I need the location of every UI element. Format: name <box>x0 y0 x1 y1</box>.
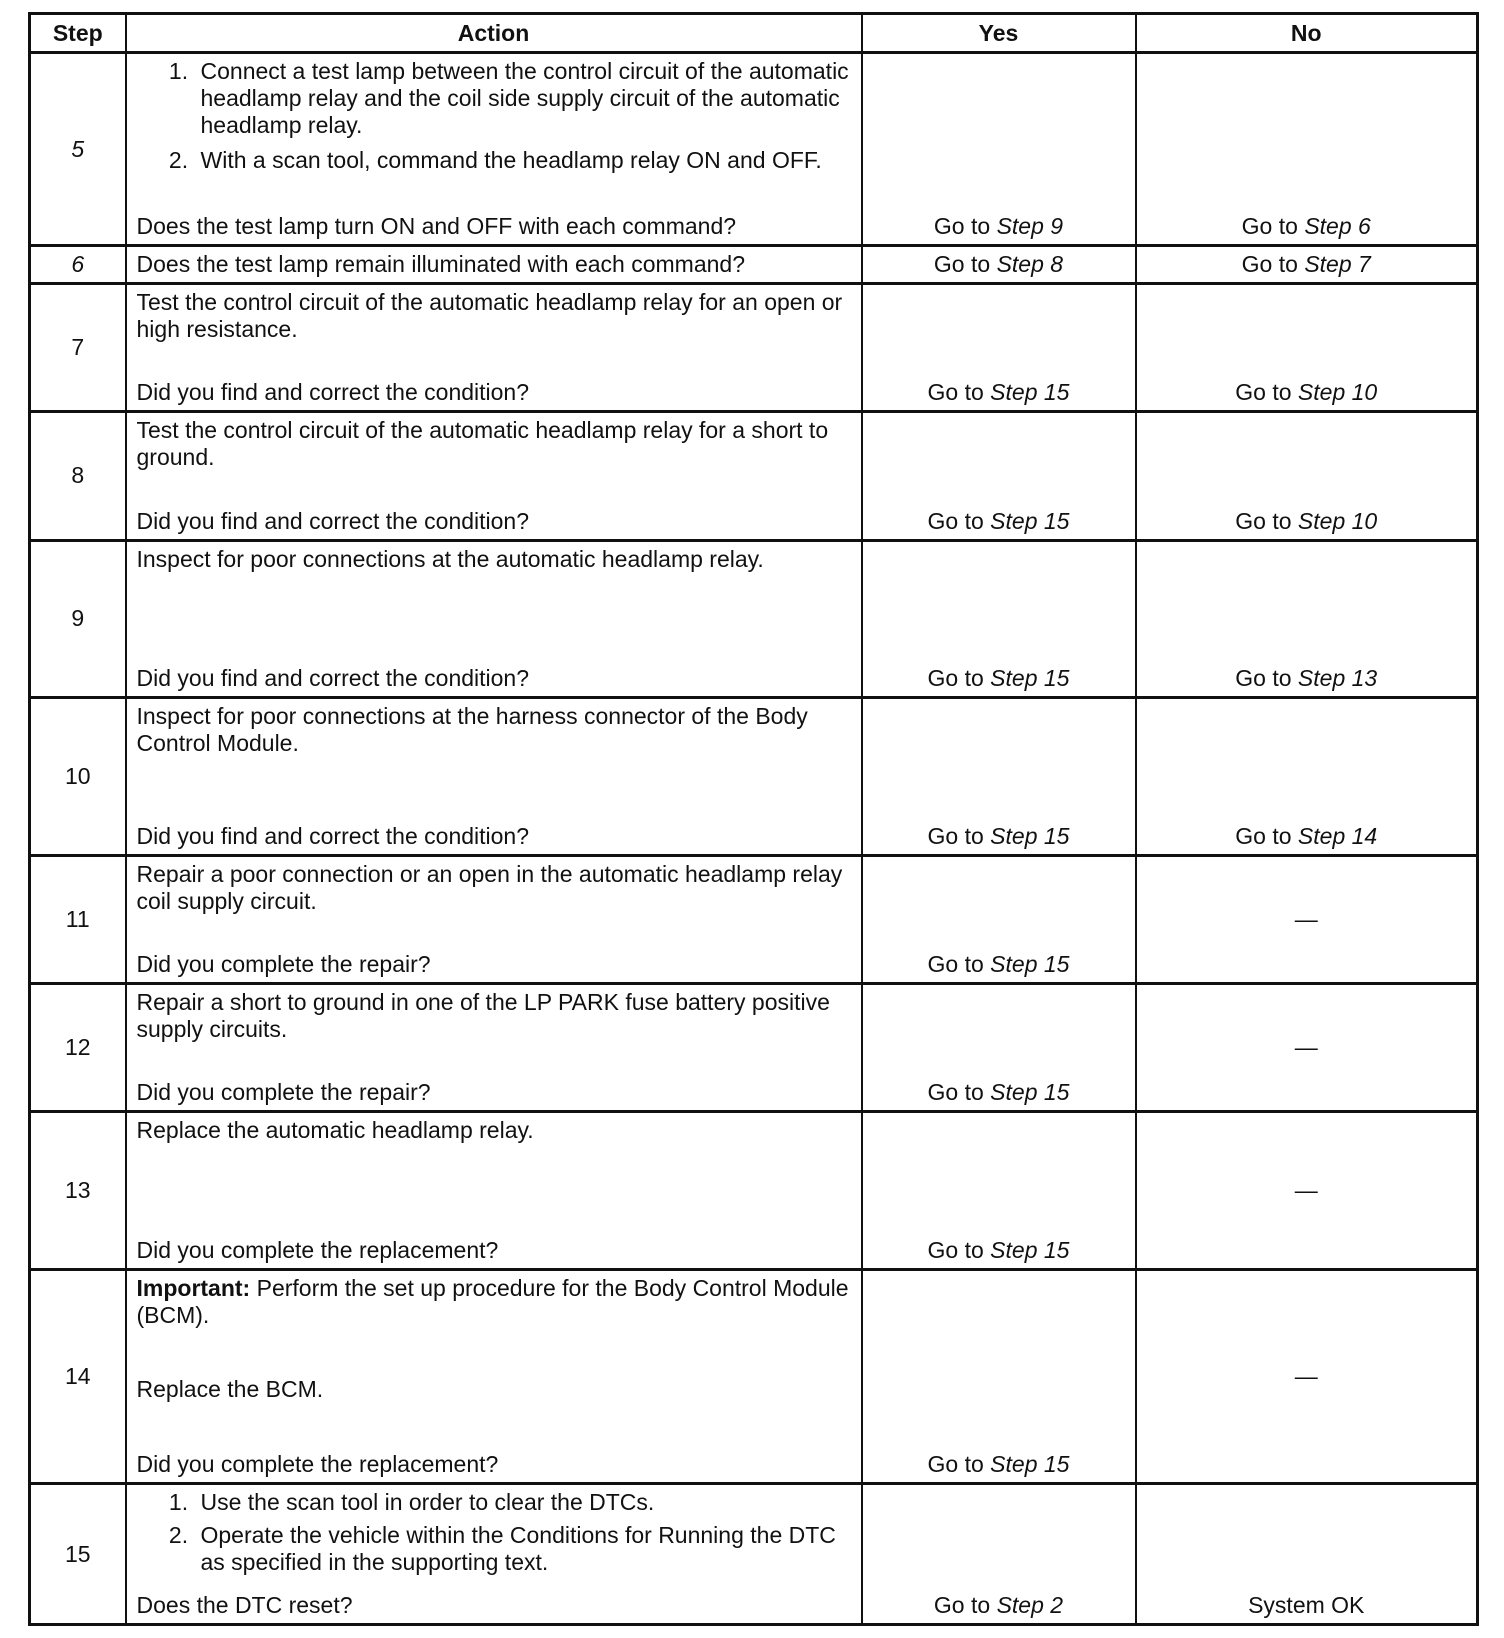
yes-cell <box>862 983 1136 1111</box>
yes-cell <box>862 246 1136 284</box>
action-steps-list <box>137 1489 851 1582</box>
no-cell <box>1136 698 1478 856</box>
no-step-ref: Step 6 <box>1304 213 1371 240</box>
yes-step-ref: Step 15 <box>990 1079 1070 1106</box>
important-note <box>137 1275 851 1329</box>
header-yes: Yes <box>862 14 1136 53</box>
yes-cell <box>862 412 1136 540</box>
step-number: 14 <box>30 1269 126 1483</box>
step-number: 12 <box>30 983 126 1111</box>
yes-step-ref: Step 15 <box>990 1451 1070 1478</box>
action-question: Did you complete the repair? <box>136 1079 431 1106</box>
yes-cell <box>862 855 1136 983</box>
action-steps-list <box>137 58 851 182</box>
table-row <box>30 698 1478 856</box>
action-cell <box>126 1269 862 1483</box>
action-step-item: 1. Connect a test lamp between the control circuit of the automatic headlamp relay and the coil side supply circuit of the automatic headlamp relay. <box>195 58 851 139</box>
yes-step-ref: Step 15 <box>990 950 1070 977</box>
action-step-item: 2. Operate the vehicle within the Conditions for Running the DTC as specified in the supporting text. <box>195 1522 851 1576</box>
action-cell <box>126 983 862 1111</box>
action-cell <box>126 698 862 856</box>
action-question: Does the DTC reset? <box>136 1592 353 1618</box>
action-question: Did you find and correct the condition? <box>136 507 530 534</box>
yes-cell <box>862 1484 1136 1625</box>
action-text: Replace the automatic headlamp relay. <box>136 1117 534 1144</box>
yes-step-ref: Step 15 <box>990 379 1070 406</box>
goto-label: Go to <box>927 1451 984 1478</box>
goto-label: Go to <box>927 379 984 406</box>
action-question: Does the test lamp turn ON and OFF with each command? <box>136 213 737 240</box>
no-cell: — <box>1136 1269 1478 1483</box>
no-cell <box>1136 284 1478 412</box>
no-step-ref: Step 7 <box>1304 251 1371 278</box>
yes-cell <box>862 1269 1136 1483</box>
header-step: Step <box>30 14 126 53</box>
action-cell <box>126 246 862 284</box>
action-cell <box>126 540 862 698</box>
goto-label: Go to <box>1235 822 1292 849</box>
action-question: Does the test lamp remain illuminated with each command? <box>136 251 746 278</box>
no-cell <box>1136 53 1478 246</box>
action-text: Test the control circuit of the automatic headlamp relay for an open or high resistance. <box>136 289 843 343</box>
no-cell <box>1136 246 1478 284</box>
table-row <box>30 1112 1478 1270</box>
goto-label: Go to <box>1241 251 1298 278</box>
yes-step-ref: Step 15 <box>990 665 1070 692</box>
no-step-ref: Step 10 <box>1297 507 1378 534</box>
yes-step-ref: Step 8 <box>996 251 1064 278</box>
action-text: Repair a poor connection or an open in the automatic headlamp relay coil supply circuit. <box>136 860 843 914</box>
goto-label: Go to <box>933 213 991 240</box>
table-row <box>30 983 1478 1111</box>
step-number: 15 <box>30 1484 126 1625</box>
table-row <box>30 53 1478 246</box>
step-number: 7 <box>30 284 126 412</box>
important-label: Important: <box>136 1274 251 1301</box>
goto-label: Go to <box>927 1079 984 1106</box>
goto-label: Go to <box>933 1592 991 1618</box>
goto-label: Go to <box>927 822 984 849</box>
table-row <box>30 284 1478 412</box>
action-question: Did you find and correct the condition? <box>136 822 530 849</box>
action-question: Did you find and correct the condition? <box>136 665 530 692</box>
no-cell: — <box>1136 855 1478 983</box>
table-row <box>30 1269 1478 1483</box>
header-no: No <box>1136 14 1478 53</box>
goto-label: Go to <box>927 507 984 534</box>
yes-step-ref: Step 15 <box>990 822 1070 849</box>
step-number: 13 <box>30 1112 126 1270</box>
goto-label: Go to <box>1235 665 1292 692</box>
action-cell <box>126 1112 862 1270</box>
action-text: Inspect for poor connections at the harness connector of the Body Control Module. <box>136 703 808 757</box>
goto-label: Go to <box>1235 507 1292 534</box>
action-text: Test the control circuit of the automatic headlamp relay for a short to ground. <box>136 417 829 471</box>
action-question: Did you complete the replacement? <box>136 1451 499 1478</box>
step-number: 8 <box>30 412 126 540</box>
action-text: Repair a short to ground in one of the LP PARK fuse battery positive supply circuits. <box>136 988 830 1042</box>
diagnostic-table <box>28 12 1479 1626</box>
table-row <box>30 1484 1478 1625</box>
yes-cell <box>862 540 1136 698</box>
table-row <box>30 855 1478 983</box>
action-cell <box>126 284 862 412</box>
no-step-ref: Step 13 <box>1297 665 1378 692</box>
goto-label: Go to <box>1241 213 1298 240</box>
no-cell <box>1136 412 1478 540</box>
yes-step-ref: Step 9 <box>996 213 1064 240</box>
step-number: 10 <box>30 698 126 856</box>
action-step-item: 1. Use the scan tool in order to clear the DTCs. <box>195 1489 851 1516</box>
no-cell: System OK <box>1136 1484 1478 1625</box>
yes-cell <box>862 53 1136 246</box>
table-row <box>30 246 1478 284</box>
step-number: 6 <box>30 246 126 284</box>
header-action: Action <box>126 14 862 53</box>
important-text: Perform the set up procedure for the Body Control Module (BCM). <box>136 1274 849 1328</box>
action-cell <box>126 1484 862 1625</box>
step-number: 5 <box>30 53 126 246</box>
step-number: 11 <box>30 855 126 983</box>
yes-step-ref: Step 15 <box>990 1236 1070 1263</box>
goto-label: Go to <box>927 1236 984 1263</box>
no-step-ref: Step 10 <box>1297 379 1378 406</box>
action-text: Inspect for poor connections at the automatic headlamp relay. <box>136 545 764 572</box>
action-cell <box>126 855 862 983</box>
yes-step-ref: Step 2 <box>996 1592 1064 1618</box>
table-row <box>30 540 1478 698</box>
goto-label: Go to <box>927 665 984 692</box>
action-question: Did you find and correct the condition? <box>136 379 530 406</box>
goto-label: Go to <box>1235 379 1292 406</box>
table-row <box>30 412 1478 540</box>
action-question: Did you complete the replacement? <box>136 1236 499 1263</box>
yes-cell <box>862 284 1136 412</box>
action-cell <box>126 53 862 246</box>
yes-step-ref: Step 15 <box>990 507 1070 534</box>
no-step-ref: Step 14 <box>1297 822 1378 849</box>
goto-label: Go to <box>933 251 991 278</box>
yes-cell <box>862 698 1136 856</box>
no-cell: — <box>1136 1112 1478 1270</box>
action-cell <box>126 412 862 540</box>
goto-label: Go to <box>927 950 984 977</box>
yes-cell <box>862 1112 1136 1270</box>
step-number: 9 <box>30 540 126 698</box>
header-row <box>30 14 1478 53</box>
action-text: Replace the BCM. <box>136 1376 324 1403</box>
no-cell: — <box>1136 983 1478 1111</box>
action-step-item: 2. With a scan tool, command the headlamp relay ON and OFF. <box>195 147 851 174</box>
action-question: Did you complete the repair? <box>136 950 431 977</box>
no-cell <box>1136 540 1478 698</box>
